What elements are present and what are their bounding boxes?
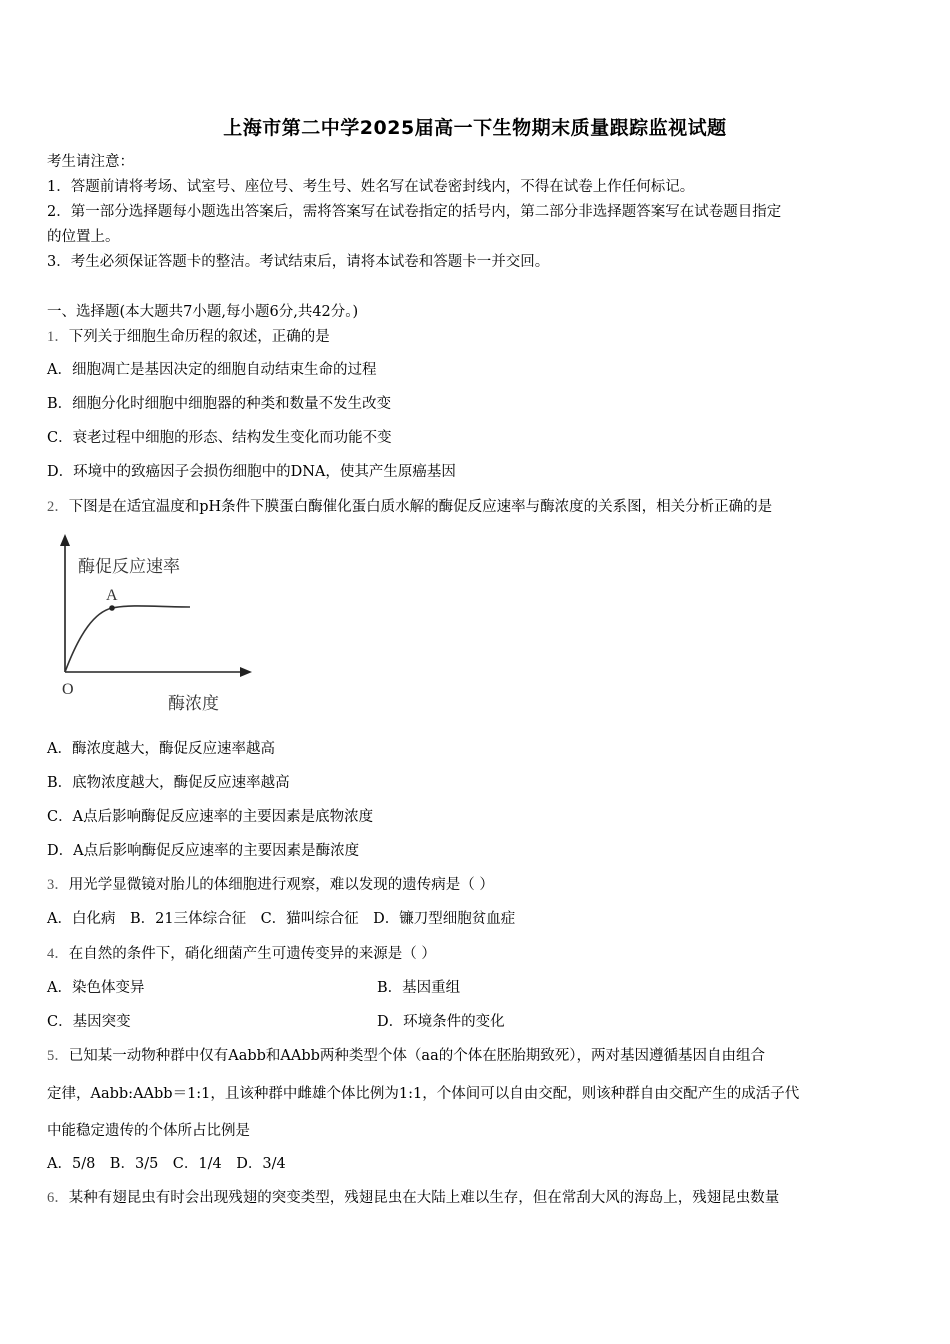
- notice-item: 1．答题前请将考场、试室号、座位号、考生号、姓名写在试卷密封线内，不得在试卷上作任何标记。: [47, 179, 695, 195]
- option-c: C．衰老过程中细胞的形态、结构发生变化而功能不变: [47, 430, 392, 446]
- options-row: [47, 978, 906, 998]
- option-d: D．A点后影响酶促反应速率的主要因素是酶浓度: [47, 843, 360, 859]
- y-axis-arrow-icon: [60, 534, 70, 546]
- option-b: B．基因重组: [377, 980, 461, 996]
- question-1: [47, 327, 906, 347]
- x-axis-label: 酶浓度: [168, 694, 219, 714]
- question-number: 2．: [47, 499, 69, 515]
- question-number: 5．: [47, 1048, 69, 1064]
- option-b: B．底物浓度越大，酶促反应速率越高: [47, 775, 290, 791]
- page-title: 上海市第二中学2025届高一下生物期末质量跟踪监视试题: [223, 117, 727, 139]
- question-6: [47, 1188, 906, 1208]
- option-c: C．A点后影响酶促反应速率的主要因素是底物浓度: [47, 809, 374, 825]
- option-a: A．酶浓度越大，酶促反应速率越高: [47, 741, 275, 757]
- options-line: A．白化病 B．21三体综合征 C．猫叫综合征 D．镰刀型细胞贫血症: [47, 911, 516, 927]
- question-stem-continued: 中能稳定遗传的个体所占比例是: [47, 1123, 250, 1139]
- origin-label: O: [62, 681, 74, 698]
- question-stem: 用光学显微镜对胎儿的体细胞进行观察，难以发现的遗传病是（ ）: [68, 877, 494, 893]
- question-stem: 某种有翅昆虫有时会出现残翅的突变类型，残翅昆虫在大陆上难以生存，但在常刮大风的海岛上，残翅昆虫数量: [68, 1190, 780, 1206]
- option-b: B．细胞分化时细胞中细胞器的种类和数量不发生改变: [47, 396, 392, 412]
- question-stem: 已知某一动物种群中仅有Aabb和AAbb两种类型个体（aa的个体在胚胎期致死），两对基因遵循基因自由组合: [68, 1048, 765, 1064]
- options-line: A．5/8 B．3/5 C．1/4 D．3/4: [47, 1156, 286, 1172]
- question-3: [47, 875, 906, 895]
- question-stem-continued: 定律，Aabb:AAbb＝1:1，且该种群中雌雄个体比例为1:1，个体间可以自由交配，则该种群自由交配产生的成活子代: [47, 1086, 800, 1102]
- option-a: A．细胞凋亡是基因决定的细胞自动结束生命的过程: [47, 362, 377, 378]
- option-c: C．基因突变: [47, 1014, 131, 1030]
- question-stem: 下图是在适宜温度和pH条件下膜蛋白酶催化蛋白质水解的酶促反应速率与酶浓度的关系图，相关分析正确的是: [68, 499, 773, 515]
- point-a: [109, 605, 115, 611]
- question-5: [47, 1046, 906, 1066]
- question-number: 3．: [47, 877, 69, 893]
- point-a-label: A: [106, 587, 118, 604]
- option-d: D．环境条件的变化: [377, 1014, 505, 1030]
- section-heading: 一、选择题(本大题共7小题,每小题6分,共42分。): [47, 304, 359, 320]
- option-d: D．环境中的致癌因子会损伤细胞中的DNA，使其产生原癌基因: [47, 464, 456, 480]
- question-number: 1．: [47, 329, 69, 345]
- y-axis-label: 酶促反应速率: [78, 557, 180, 577]
- enzyme-rate-graph: [50, 532, 260, 722]
- x-axis-arrow-icon: [240, 667, 252, 677]
- question-number: 4．: [47, 946, 69, 962]
- question-4: [47, 944, 906, 964]
- question-2: [47, 497, 906, 517]
- notice-heading: 考生请注意：: [47, 154, 134, 170]
- notice-item: 2．第一部分选择题每小题选出答案后，需将答案写在试卷指定的括号内，第二部分非选择题答案写在试卷题目指定: [47, 204, 782, 220]
- question-stem: 下列关于细胞生命历程的叙述，正确的是: [68, 329, 330, 345]
- option-a: A．染色体变异: [47, 980, 145, 996]
- rate-curve: [65, 606, 190, 672]
- question-stem: 在自然的条件下，硝化细菌产生可遗传变异的来源是（ ）: [68, 946, 436, 962]
- question-number: 6．: [47, 1190, 69, 1206]
- options-row: [47, 1012, 906, 1032]
- notice-item: 3．考生必须保证答题卡的整洁。考试结束后，请将本试卷和答题卡一并交回。: [47, 254, 550, 270]
- notice-item: 的位置上。: [47, 229, 120, 245]
